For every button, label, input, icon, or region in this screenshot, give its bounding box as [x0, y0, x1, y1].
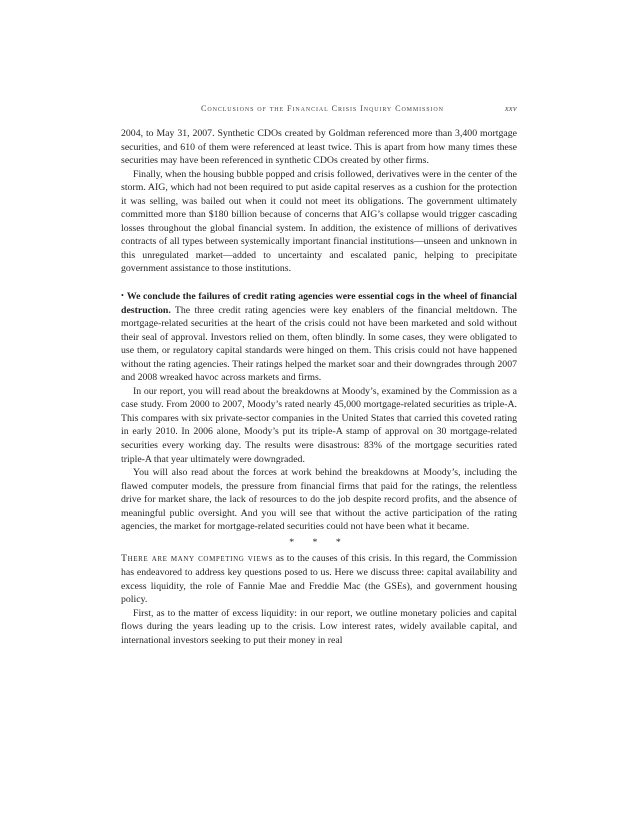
paragraph-moodys-case-study: In our report, you will read about the breakdowns at Moody’s, examined by the Commission as a case study. From 2000 to 2007, Moody’s rated nearly 45,000 mortgage-related securities as triple-A. This compares with six private-sector companies in the United States that carried this coveted rating in early 2010. In 2006 alone, Moody’s put its triple-A stamp of approval on 30 mortgage-related securities every working day. The results were disastrous: 83% of the mortgage securities rated triple-A that year ultimately were downgraded.	[121, 385, 517, 465]
body-text	[121, 127, 517, 647]
conclusion-text: The three credit rating agencies were key enablers of the financial meltdown. The mortgage-related securities at the heart of the crisis could not have been marketed and sold without their seal of approval. Investors relied on them, often blindly. In some cases, they were obligated to use them, or regulatory capital standards were hinged on them. This crisis could not have happened without the rating agencies. Their ratings helped the market soar and their downgrades through 2007 and 2008 wreaked havoc across markets and firms.	[121, 304, 517, 384]
section-lead-rest: as to the causes of this crisis. In this regard, the Commission has endeavored to address key questions posed to us. Here we discuss three: capital availability and excess liquidity, the role of Fannie Mae and Freddie Mac (the GSEs), and government housing policy.	[121, 553, 517, 606]
paragraph-continued: 2004, to May 31, 2007. Synthetic CDOs created by Goldman referenced more than 3,400 mortgage securities, and 610 of them were referenced at least twice. This is apart from how many times these securities may have been referenced in synthetic CDOs created by other firms.	[121, 128, 517, 167]
conclusion-rating-agencies	[121, 289, 517, 385]
bullet-icon: •	[121, 291, 124, 301]
conclusion-bold-lead: We conclude the failures of credit rating agencies were essential cogs in the wheel of financial destruction.	[121, 291, 517, 316]
running-title: Conclusions of the Financial Crisis Inquiry Commission	[201, 104, 444, 113]
section-lead-smallcaps: There are many competing views	[121, 553, 273, 565]
paragraph-excess-liquidity: First, as to the matter of excess liquidity: in our report, we outline monetary policies and capital flows during the years leading up to the crisis. Low interest rates, widely available capital, and international investors seeking to put their money in real	[121, 607, 517, 646]
paragraph-moodys-forces: You will also read about the forces at work behind the breakdowns at Moody’s, including the flawed computer models, the pressure from financial firms that paid for the ratings, the relentless drive for market share, the lack of resources to do the job despite record profits, and the absence of meaningful public oversight. And you will see that without the active participation of the rating agencies, the market for mortgage-related securities could not have been what it became.	[121, 467, 517, 533]
running-header	[201, 104, 517, 113]
paragraph-derivatives: Finally, when the housing bubble popped and crisis followed, derivatives were in the center of the storm. AIG, which had not been required to put aside capital reserves as a cushion for the protection it was selling, was bailed out when it could not meet its obligations. The government ultimately committed more than $180 billion because of concerns that AIG’s collapse would trigger cascading losses throughout the global financial system. In addition, the existence of millions of derivatives contracts of all types between systemically important financial institutions—unseen and unknown in this unregulated market—added to uncertainty and escalated panic, helping to precipitate government assistance to those institutions.	[121, 168, 517, 275]
page-number: xxv	[504, 104, 517, 113]
paragraph-competing-views	[121, 552, 517, 606]
section-separator: * * *	[289, 536, 349, 548]
